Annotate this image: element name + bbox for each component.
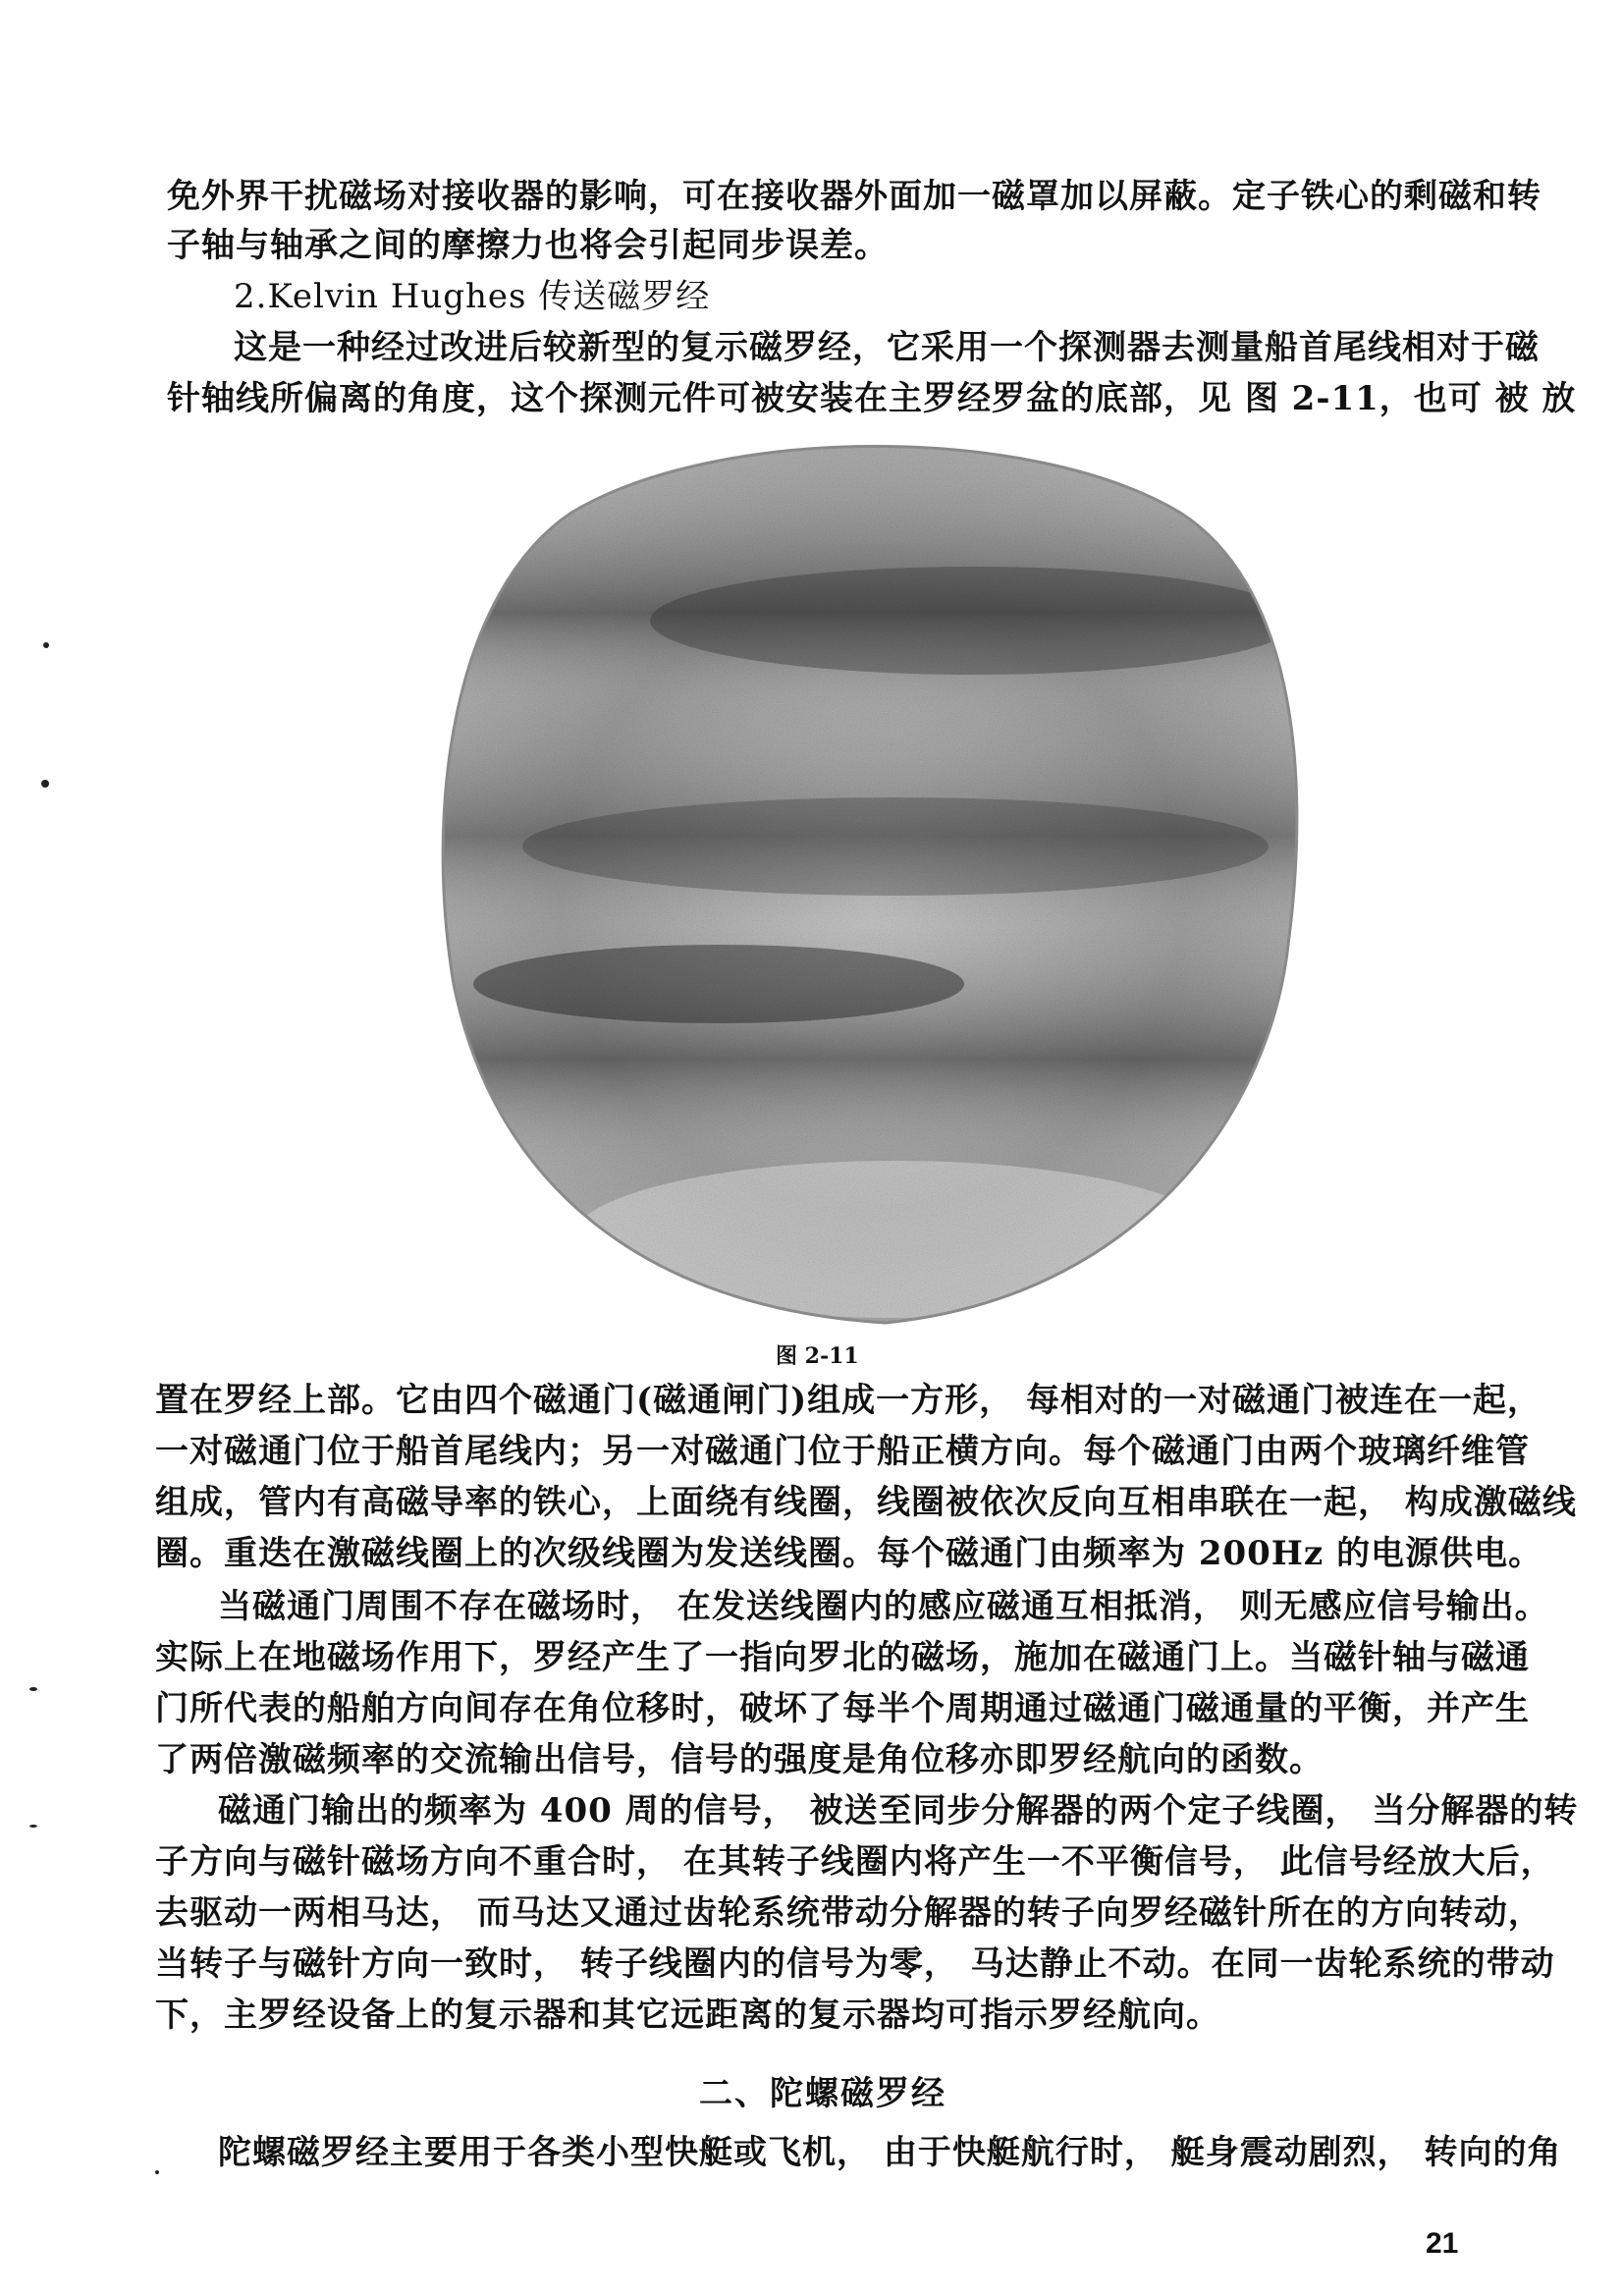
body-line: 针轴线所偏离的角度，这个探测元件可被安装在主罗经罗盆的底部，见 图 2-11，也可 被 放 bbox=[167, 379, 1577, 418]
scan-speck bbox=[29, 1687, 37, 1691]
body-line: 磁通门输出的频率为 400 周的信号， 被送至同步分解器的两个定子线圈， 当分解器的转 bbox=[218, 1791, 1579, 1831]
body-line: 当转子与磁针方向一致时， 转子线圈内的信号为零， 马达静止不动。在同一齿轮系统的带动 bbox=[155, 1944, 1555, 1984]
body-line: 免外界干扰磁场对接收器的影响，可在接收器外面加一磁罩加以屏蔽。定子铁心的剩磁和转 bbox=[167, 177, 1541, 216]
body-line: 圈。重迭在激磁线圈上的次级线圈为发送线圈。每个磁通门由频率为 200Hz 的电源供电。 bbox=[155, 1534, 1543, 1573]
body-line: 下，主罗经设备上的复示器和其它远距离的复示器均可指示罗经航向。 bbox=[155, 1995, 1220, 2035]
figure-photo bbox=[424, 434, 1320, 1328]
body-line: 门所代表的船舶方向间存在角位移时，破坏了每半个周期通过磁通门磁通量的平衡，并产生 bbox=[155, 1689, 1530, 1728]
body-line: 实际上在地磁场作用下，罗经产生了一指向罗北的磁场，施加在磁通门上。当磁针轴与磁通 bbox=[155, 1638, 1530, 1677]
scan-speck bbox=[43, 642, 49, 648]
body-line: 这是一种经过改进后较新型的复示磁罗经，它采用一个探测器去测量船首尾线相对于磁 bbox=[234, 328, 1540, 367]
body-line: 去驱动一两相马达， 而马达又通过齿轮系统带动分解器的转子向罗经磁针所在的方向转动， bbox=[155, 1893, 1542, 1933]
body-line: 子方向与磁针磁场方向不重合时， 在其转子线圈内将产生一不平衡信号， 此信号经放大后， bbox=[155, 1842, 1555, 1882]
figure-caption: 图 2-11 bbox=[776, 1343, 859, 1369]
body-line: 子轴与轴承之间的摩擦力也将会引起同步误差。 bbox=[167, 226, 889, 265]
body-line: 置在罗经上部。它由四个磁通门(磁通闸门)组成一方形， 每相对的一对磁通门被连在一起， bbox=[155, 1381, 1542, 1420]
body-line: 一对磁通门位于船首尾线内；另一对磁通门位于船正横方向。每个磁通门由两个玻璃纤维管 bbox=[155, 1432, 1530, 1471]
section-heading: 二、陀螺磁罗经 bbox=[699, 2074, 946, 2113]
scan-speck bbox=[29, 1825, 37, 1828]
page-number: 21 bbox=[1426, 2227, 1459, 2260]
body-line: 组成，管内有高磁导率的铁心，上面绕有线圈，线圈被依次反向互相串联在一起， 构成激磁线 bbox=[155, 1483, 1577, 1522]
body-line: 陀螺磁罗经主要用于各类小型快艇或飞机， 由于快艇航行时， 艇身震动剧烈， 转向的角 bbox=[218, 2133, 1562, 2172]
scan-speck bbox=[155, 2170, 159, 2174]
body-line: 当磁通门周围不存在磁场时， 在发送线圈内的感应磁通互相抵消， 则无感应信号输出。 bbox=[218, 1587, 1549, 1626]
body-line: 了两倍激磁频率的交流输出信号，信号的强度是角位移亦即罗经航向的函数。 bbox=[155, 1740, 1324, 1779]
subsection-heading: 2.Kelvin Hughes 传送磁罗经 bbox=[234, 277, 711, 316]
scan-speck bbox=[41, 780, 49, 788]
